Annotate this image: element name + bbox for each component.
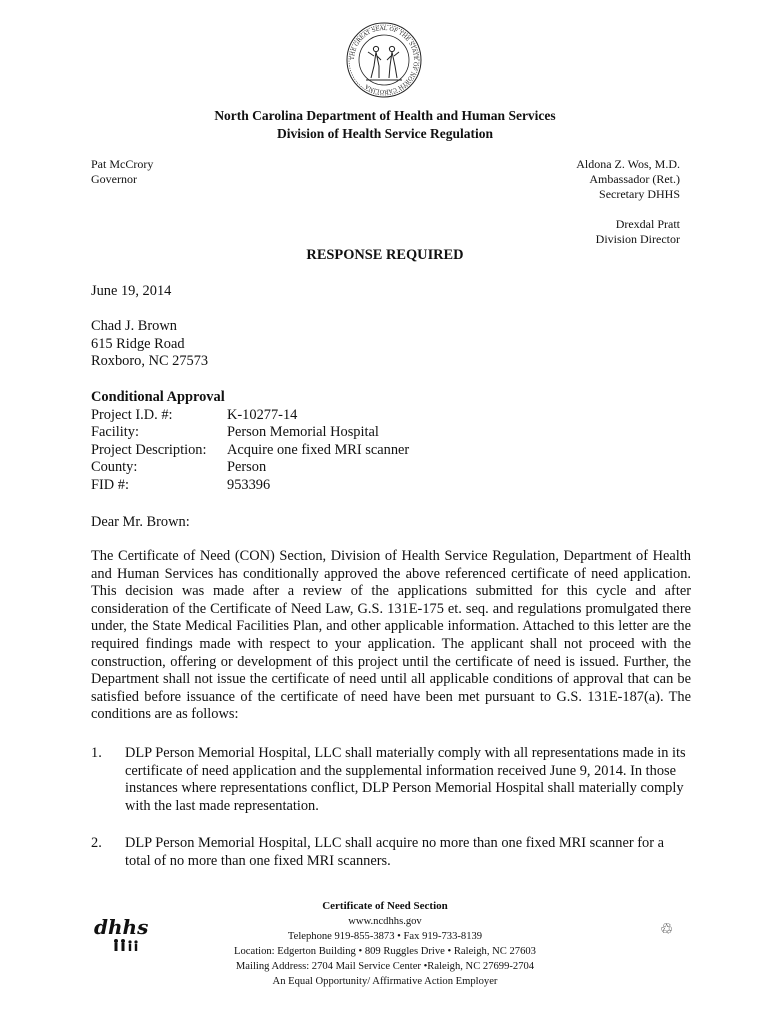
detail-row xyxy=(91,407,409,425)
letter-date: June 19, 2014 xyxy=(91,283,172,299)
director-title: Division Director xyxy=(595,232,680,246)
footer-mailing: Mailing Address: 2704 Mail Service Center •Raleigh, NC 27699-2704 xyxy=(235,961,535,972)
detail-value: K-10277-14 xyxy=(227,406,298,423)
detail-row xyxy=(91,442,409,460)
detail-value: 953396 xyxy=(227,476,271,493)
detail-row xyxy=(91,424,409,442)
response-required-title: RESPONSE REQUIRED xyxy=(306,247,464,263)
governor-title: Governor xyxy=(91,172,137,186)
footer-section-name: Certificate of Need Section xyxy=(322,900,448,912)
recipient-city: Roxboro, NC 27573 xyxy=(91,353,209,370)
footer xyxy=(0,899,770,989)
recipient-street: 615 Ridge Road xyxy=(91,335,185,352)
recipient-name: Chad J. Brown xyxy=(91,318,177,334)
secretary-name: Aldona Z. Wos, M.D. xyxy=(576,157,680,171)
seal-ring-text: THE GREAT SEAL OF THE STATE OF NORTH CAROLINA xyxy=(349,25,419,95)
footer-eeo: An Equal Opportunity/ Affirmative Action Employer xyxy=(272,976,498,987)
secretary-title-2: Secretary DHHS xyxy=(599,187,680,201)
detail-label: FID #: xyxy=(91,476,129,493)
recipient-address xyxy=(91,318,208,371)
detail-label: Facility: xyxy=(91,424,139,441)
department-name: North Carolina Department of Health and Human Services xyxy=(214,108,556,123)
footer-location: Location: Edgerton Building • 809 Ruggles Drive • Raleigh, NC 27603 xyxy=(234,946,536,957)
footer-phone: Telephone 919-855-3873 • Fax 919-733-8139 xyxy=(287,931,483,942)
recycle-icon: ♲ xyxy=(660,920,674,938)
detail-value: Acquire one fixed MRI scanner xyxy=(227,441,410,458)
footer-website: www.ncdhhs.gov xyxy=(348,916,422,927)
detail-value: Person xyxy=(227,459,267,476)
approval-heading: Conditional Approval xyxy=(91,389,225,405)
condition-number: 2. xyxy=(91,835,102,851)
approval-block xyxy=(91,389,409,495)
state-seal-icon xyxy=(346,22,422,98)
detail-row xyxy=(91,477,409,495)
svg-text:THE GREAT SEAL OF THE STATE OF xyxy=(350,26,418,94)
salutation: Dear Mr. Brown: xyxy=(91,514,190,530)
detail-value: Person Memorial Hospital xyxy=(227,424,379,441)
condition-text: DLP Person Memorial Hospital, LLC shall acquire no more than one fixed MRI scanner for a total of no more than one fixed MRI scanners. xyxy=(125,835,664,869)
detail-label: County: xyxy=(91,459,138,476)
detail-label: Project I.D. #: xyxy=(91,406,173,423)
condition-item xyxy=(91,745,691,815)
condition-number: 1. xyxy=(91,745,102,761)
condition-text: DLP Person Memorial Hospital, LLC shall materially comply with all representations made in its certificate of need application and the supplemental information received June 9, 2014. In those instances where representations conflict, DLP Person Memorial Hospital shall materially comply with the last made representation. xyxy=(125,745,686,814)
detail-row xyxy=(91,459,409,477)
division-name: Division of Health Service Regulation xyxy=(277,126,493,141)
condition-item xyxy=(91,835,691,870)
body-paragraph: The Certificate of Need (CON) Section, Division of Health Service Regulation, Department of Health and Human Services has conditionally approved the above referenced certificate of need application. This decision was made after a review of the applications submitted for this cycle and after consideration of the Certificate of Need Law, G.S. 131E-175 et. seq. and regulations promulgated there under, the State Medical Facilities Plan, and other applicable information. Attached to this letter are the required findings made with respect to your application. The applicant shall not proceed with the construction, offering or development of this project until the certificate of need is issued. Further, the Department shall not issue the certificate of need until all applicable conditions of approval that can be satisfied before issuance of the certificate of need have been met pursuant to G.S. 131E-187(a). The conditions are as follows: xyxy=(91,548,691,723)
director-name: Drexdal Pratt xyxy=(615,217,680,231)
detail-label: Project Description: xyxy=(91,441,207,458)
governor-name: Pat McCrory xyxy=(91,157,154,171)
secretary-title-1: Ambassador (Ret.) xyxy=(589,172,680,186)
dhhs-logo-text: dhhs xyxy=(94,915,149,939)
